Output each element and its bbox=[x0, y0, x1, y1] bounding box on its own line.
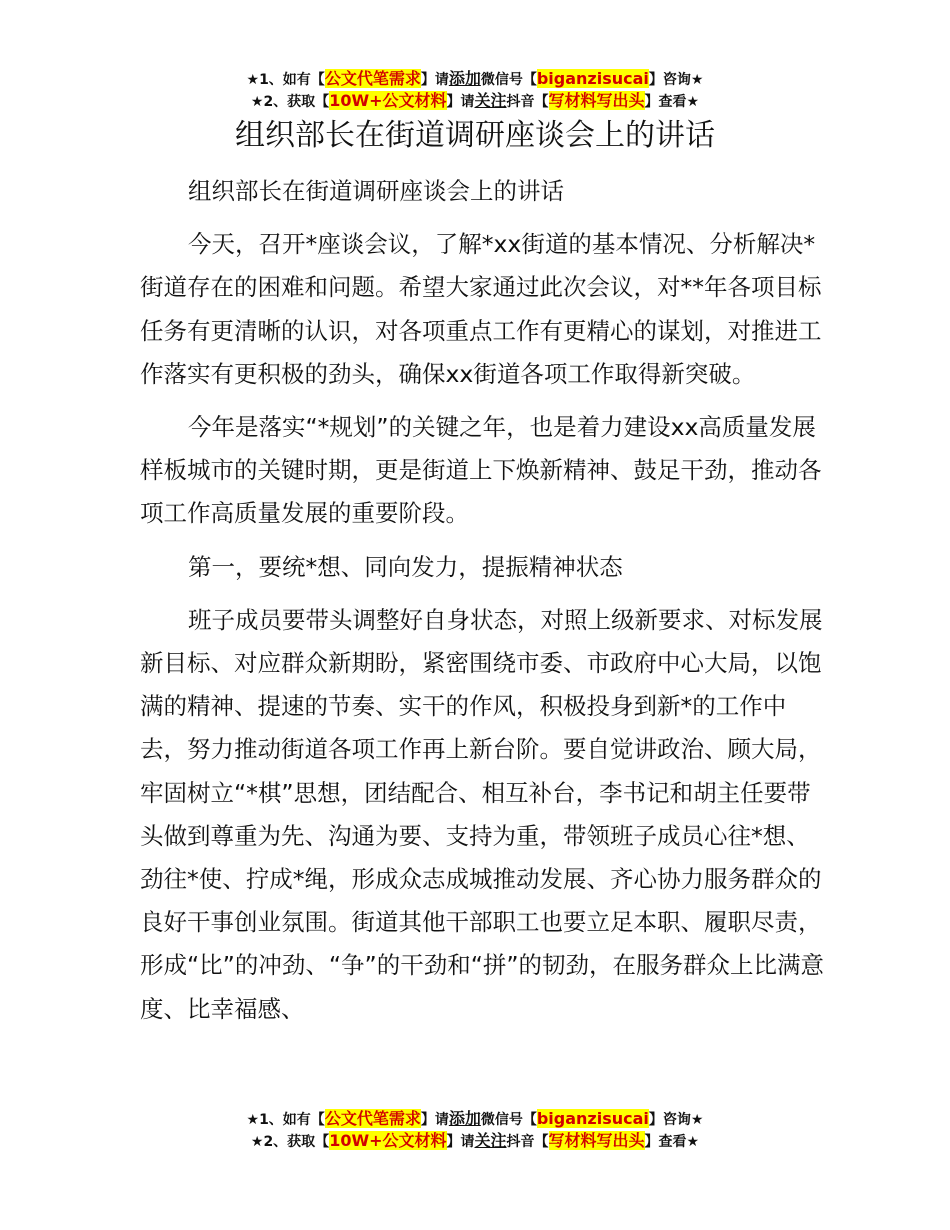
body-paragraph: 班子成员要带头调整好自身状态，对照上级新要求、对标发展新目标、对应群众新期盼，紧密围绕市委、市政府中心大局，以饱满的精神、提速的节奏、实干的作风，积极投身到新*的工作中去，努力推动街道各项工作再上新台阶。要自觉讲政治、顾大局，牢固树立“*棋”思想，团结配合、相互补台，李书记和胡主任要带头做到尊重为先、沟通为要、支持为重，带领班子成员心往*想、劲往*使、拧成*绳，形成众志成城推动发展、齐心协力服务群众的良好干事创业氛围。街道其他干部职工也要立足本职、履职尽责，形成“比”的冲劲、“争”的干劲和“拼”的韧劲，在服务群众上比满意度、比幸福感、 bbox=[140, 605, 825, 1023]
highlight-wechat-id: biganzisucai bbox=[536, 69, 649, 88]
section-heading: 第一，要统*想、同向发力，提振精神状态 bbox=[188, 552, 623, 581]
top-banner bbox=[0, 68, 950, 112]
highlight-materials: 10W+公文材料 bbox=[329, 1131, 447, 1150]
highlight-wechat-id: biganzisucai bbox=[536, 1109, 649, 1128]
document-title: 组织部长在街道调研座谈会上的讲话 bbox=[235, 118, 715, 153]
highlight-materials: 10W+公文材料 bbox=[329, 91, 447, 110]
highlight-douyin: 写材料写出头 bbox=[548, 1131, 645, 1150]
highlight-douyin: 写材料写出头 bbox=[548, 91, 645, 110]
subtitle-paragraph: 组织部长在街道调研座谈会上的讲话 bbox=[188, 177, 564, 205]
bottom-banner bbox=[0, 1108, 950, 1152]
banner-line-1: ★1、如有【公文代笔需求】请添加微信号【biganzisucai】咨询★ bbox=[246, 69, 704, 88]
banner-line-2: ★2、获取【10W+公文材料】请关注抖音【写材料写出头】查看★ bbox=[250, 1131, 700, 1150]
body-paragraph: 今天，召开*座谈会议，了解*xx街道的基本情况、分析解决*街道存在的困难和问题。希望大家通过此次会议，对**年各项目标任务有更清晰的认识，对各项重点工作有更精心的谋划，对推进工作落实有更积极的劲头，确保xx街道各项工作取得新突破。 bbox=[140, 230, 822, 388]
highlight-service: 公文代笔需求 bbox=[324, 69, 421, 88]
banner-line-2: ★2、获取【10W+公文材料】请关注抖音【写材料写出头】查看★ bbox=[250, 91, 700, 110]
document-body bbox=[140, 170, 830, 1041]
highlight-service: 公文代笔需求 bbox=[324, 1109, 421, 1128]
body-paragraph: 今年是落实“*规划”的关键之年，也是着力建设xx高质量发展样板城市的关键时期，更是街道上下焕新精神、鼓足干劲，推动各项工作高质量发展的重要阶段。 bbox=[140, 413, 822, 528]
banner-line-1: ★1、如有【公文代笔需求】请添加微信号【biganzisucai】咨询★ bbox=[246, 1109, 704, 1128]
